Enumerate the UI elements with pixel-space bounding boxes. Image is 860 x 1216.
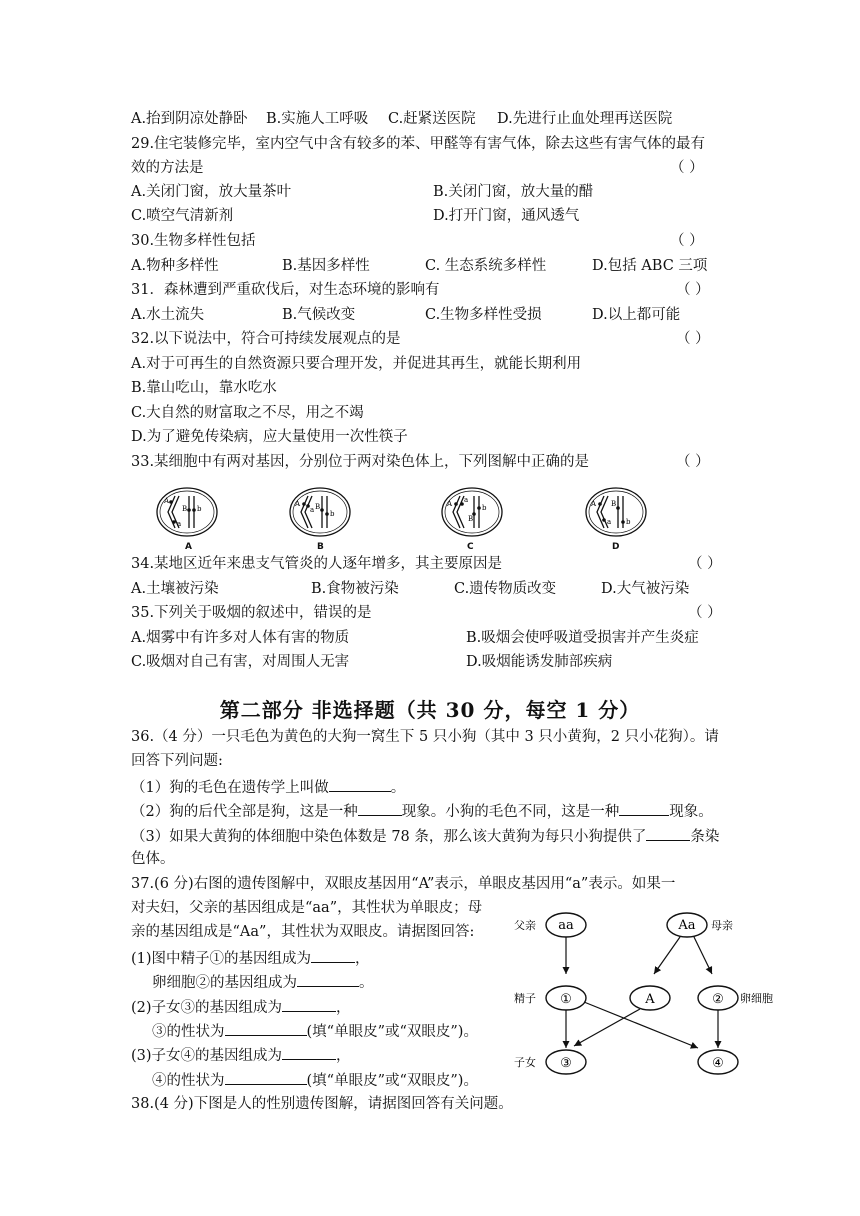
q33-figure-c [440, 486, 506, 542]
q37-sub2-text: (2)子女③的基因组成为 [131, 1000, 283, 1016]
svg-text:b: b [626, 518, 631, 526]
svg-text:b: b [482, 504, 487, 512]
diagram-father-label: 父亲 [514, 919, 536, 932]
q31-stem: 31．森林遭到严重砍伐后，对生态环境的影响有 [131, 282, 440, 298]
svg-text:A: A [295, 500, 301, 508]
diagram-child3-number: ③ [560, 1056, 572, 1071]
q36-sub2-mid: 现象。小狗的毛色不同，这是一种 [401, 804, 620, 820]
q37-sub1-text: (1)图中精子①的基因组成为 [131, 951, 312, 967]
q37-sub1b [152, 971, 374, 993]
q37-sub1b-text: 卵细胞②的基因组成为 [152, 975, 297, 991]
q36-blank-2[interactable] [358, 800, 402, 816]
q33-figure-label-c: C [467, 542, 474, 552]
q37-line2: 对夫妇，父亲的基因组成是“aa”，其性状为单眼皮；母 [131, 900, 483, 916]
q36-sub2-end: 现象。 [669, 804, 713, 820]
q36-sub1 [131, 776, 405, 798]
q35-stem: 35.下列关于吸烟的叙述中，错误的是 [131, 605, 372, 621]
q31-answer-paren: （ ） [676, 282, 710, 298]
q34-option-c: C.遗传物质改变 [454, 581, 557, 597]
svg-text:b: b [197, 505, 202, 513]
q37-sub1-end: ， [355, 951, 370, 967]
q30-option-d: D.包括 ABC 三项 [592, 258, 708, 274]
q35-option-a: A.烟雾中有许多对人体有害的物质 [131, 630, 350, 646]
diagram-egg-label: 卵细胞 [740, 992, 773, 1005]
q28-option-c: C.赶紧送医院 [388, 111, 476, 127]
q37-blank-4[interactable] [225, 1020, 307, 1036]
svg-text:a: a [607, 518, 612, 526]
q38-line1: 38.(4 分)下图是人的性别遗传图解，请据图回答有关问题。 [131, 1096, 513, 1112]
q37-sub2-end: ， [336, 1000, 351, 1016]
q29-option-a: A.关闭门窗，放大量茶叶 [131, 184, 292, 200]
q33-figure-d [584, 486, 650, 542]
q36-blank-4[interactable] [646, 825, 690, 841]
q36-line1: 36.（4 分）一只毛色为黄色的大狗一窝生下 5 只小狗（其中 3 只小黄狗，2 只小花狗）。请 [131, 729, 719, 745]
diagram-father-genotype: aa [558, 918, 574, 933]
q37-sub3b-end: (填“单眼皮”或“双眼皮”)。 [306, 1073, 478, 1089]
svg-text:a: a [464, 496, 469, 504]
q30-option-b: B.基因多样性 [282, 258, 370, 274]
q32-option-a: A.对于可再生的自然资源只要合理开发，并促进其再生，就能长期利用 [131, 356, 582, 372]
svg-text:a: a [177, 520, 182, 528]
q37-sub2b [152, 1020, 478, 1042]
q33-figure-b [288, 486, 354, 542]
q32-option-d: D.为了避免传染病，应大量使用一次性筷子 [131, 429, 408, 445]
q37-blank-1[interactable] [311, 947, 355, 963]
q36-sub2-text: （2）狗的后代全部是狗，这是一种 [131, 804, 358, 820]
diagram-mother-genotype: Aa [678, 918, 696, 933]
q37-sub3-end: ， [336, 1048, 351, 1064]
q37-blank-2[interactable] [297, 971, 359, 987]
q29-answer-paren: （ ） [670, 160, 704, 176]
q37-sub3b [152, 1069, 478, 1091]
q36-sub3-text: （3）如果大黄狗的体细胞中染色体数是 78 条，那么该大黄狗为每只小狗提供了 [131, 829, 647, 845]
q28-option-a: A.抬到阴凉处静卧 [131, 111, 248, 127]
q37-sub2 [131, 996, 351, 1018]
q37-sub1 [131, 947, 370, 969]
diagram-gamete-a: A [645, 992, 655, 1007]
q29-stem-line1: 29.住宅装修完毕，室内空气中含有较多的苯、甲醛等有害气体，除去这些有害气体的最有 [131, 136, 706, 152]
q34-answer-paren: （ ） [688, 556, 722, 572]
svg-text:B: B [468, 515, 474, 523]
q29-stem-line2: 效的方法是 [131, 160, 204, 176]
diagram-child4-number: ④ [712, 1056, 724, 1071]
q33-figure-label-a: A [185, 542, 192, 552]
q37-inheritance-diagram [512, 908, 776, 1078]
q36-line2: 回答下列问题: [131, 753, 223, 769]
q34-option-b: B.食物被污染 [311, 581, 399, 597]
q32-option-c: C.大自然的财富取之不尽，用之不竭 [131, 405, 364, 421]
q28-option-d: D.先进行止血处理再送医院 [497, 111, 673, 127]
q33-stem: 33.某细胞中有两对基因，分别位于两对染色体上，下列图解中正确的是 [131, 454, 590, 470]
diagram-mother-label: 母亲 [711, 919, 733, 932]
q37-line1: 37.(6 分)右图的遗传图解中，双眼皮基因用“A”表示，单眼皮基因用“a”表示。如果一 [131, 876, 676, 892]
q33-figure-a [155, 486, 221, 542]
diagram-sperm-number: ① [560, 992, 572, 1007]
q37-sub3 [131, 1044, 351, 1066]
q37-blank-6[interactable] [225, 1069, 307, 1085]
svg-text:A: A [447, 500, 453, 508]
q37-blank-5[interactable] [282, 1044, 336, 1060]
q31-option-c: C.生物多样性受损 [425, 307, 542, 323]
q32-stem: 32.以下说法中，符合可持续发展观点的是 [131, 331, 401, 347]
q30-stem: 30.生物多样性包括 [131, 233, 256, 249]
q30-option-a: A.物种多样性 [131, 258, 219, 274]
q29-option-d: D.打开门窗，通风透气 [433, 208, 580, 224]
q30-option-c: C. 生态系统多样性 [425, 258, 547, 274]
q34-stem: 34.某地区近年来患支气管炎的人逐年增多，其主要原因是 [131, 556, 503, 572]
svg-text:B: B [182, 505, 188, 513]
q35-answer-paren: （ ） [688, 605, 722, 621]
q35-option-d: D.吸烟能诱发肺部疾病 [466, 654, 613, 670]
q37-sub2b-text: ③的性状为 [152, 1024, 225, 1040]
part2-heading: 第二部分 非选择题（共 30 分，每空 1 分） [219, 698, 641, 722]
q30-answer-paren: （ ） [670, 233, 704, 249]
q34-option-a: A.土壤被污染 [131, 581, 219, 597]
q34-option-d: D.大气被污染 [601, 581, 690, 597]
diagram-sperm-label: 精子 [514, 992, 536, 1005]
q36-sub1-text: （1）狗的毛色在遗传学上叫做 [131, 780, 329, 796]
q28-option-b: B.实施人工呼吸 [266, 111, 369, 127]
q29-option-b: B.关闭门窗，放大量的醋 [433, 184, 594, 200]
q36-blank-3[interactable] [619, 800, 669, 816]
q37-sub1b-end: 。 [359, 975, 374, 991]
q35-option-b: B.吸烟会使呼吸道受损害并产生炎症 [466, 630, 699, 646]
q37-line3: 亲的基因组成是“Aa”，其性状为双眼皮。请据图回答: [131, 924, 475, 940]
q33-figure-label-b: B [317, 542, 324, 552]
q36-sub1-end: 。 [390, 780, 406, 796]
q37-sub3b-text: ④的性状为 [152, 1073, 225, 1089]
q36-blank-1[interactable] [329, 776, 391, 792]
q37-blank-3[interactable] [282, 996, 336, 1012]
q37-sub2b-end: (填“单眼皮”或“双眼皮”)。 [306, 1024, 478, 1040]
q33-answer-paren: （ ） [676, 454, 710, 470]
q31-option-a: A.水土流失 [131, 307, 205, 323]
q35-option-c: C.吸烟对自己有害，对周围人无害 [131, 654, 350, 670]
diagram-egg-number: ② [712, 992, 724, 1007]
q32-answer-paren: （ ） [676, 331, 710, 347]
q36-sub3-end: 条染 [690, 829, 720, 845]
q36-sub3 [131, 825, 719, 847]
svg-text:B: B [611, 500, 617, 508]
q32-option-b: B.靠山吃山，靠水吃水 [131, 380, 277, 396]
q29-option-c: C.喷空气清新剂 [131, 208, 234, 224]
svg-text:b: b [330, 510, 335, 518]
q31-option-b: B.气候改变 [282, 307, 356, 323]
q37-sub3-text: (3)子女④的基因组成为 [131, 1048, 283, 1064]
q36-sub3-cont: 色体。 [131, 851, 175, 867]
svg-text:A: A [591, 500, 597, 508]
q33-figure-label-d: D [612, 542, 620, 552]
svg-text:B: B [315, 503, 321, 511]
svg-text:a: a [310, 506, 315, 514]
diagram-child-label: 子女 [514, 1056, 536, 1069]
q31-option-d: D.以上都可能 [592, 307, 681, 323]
q36-sub2 [131, 800, 713, 822]
svg-text:A: A [164, 497, 170, 505]
